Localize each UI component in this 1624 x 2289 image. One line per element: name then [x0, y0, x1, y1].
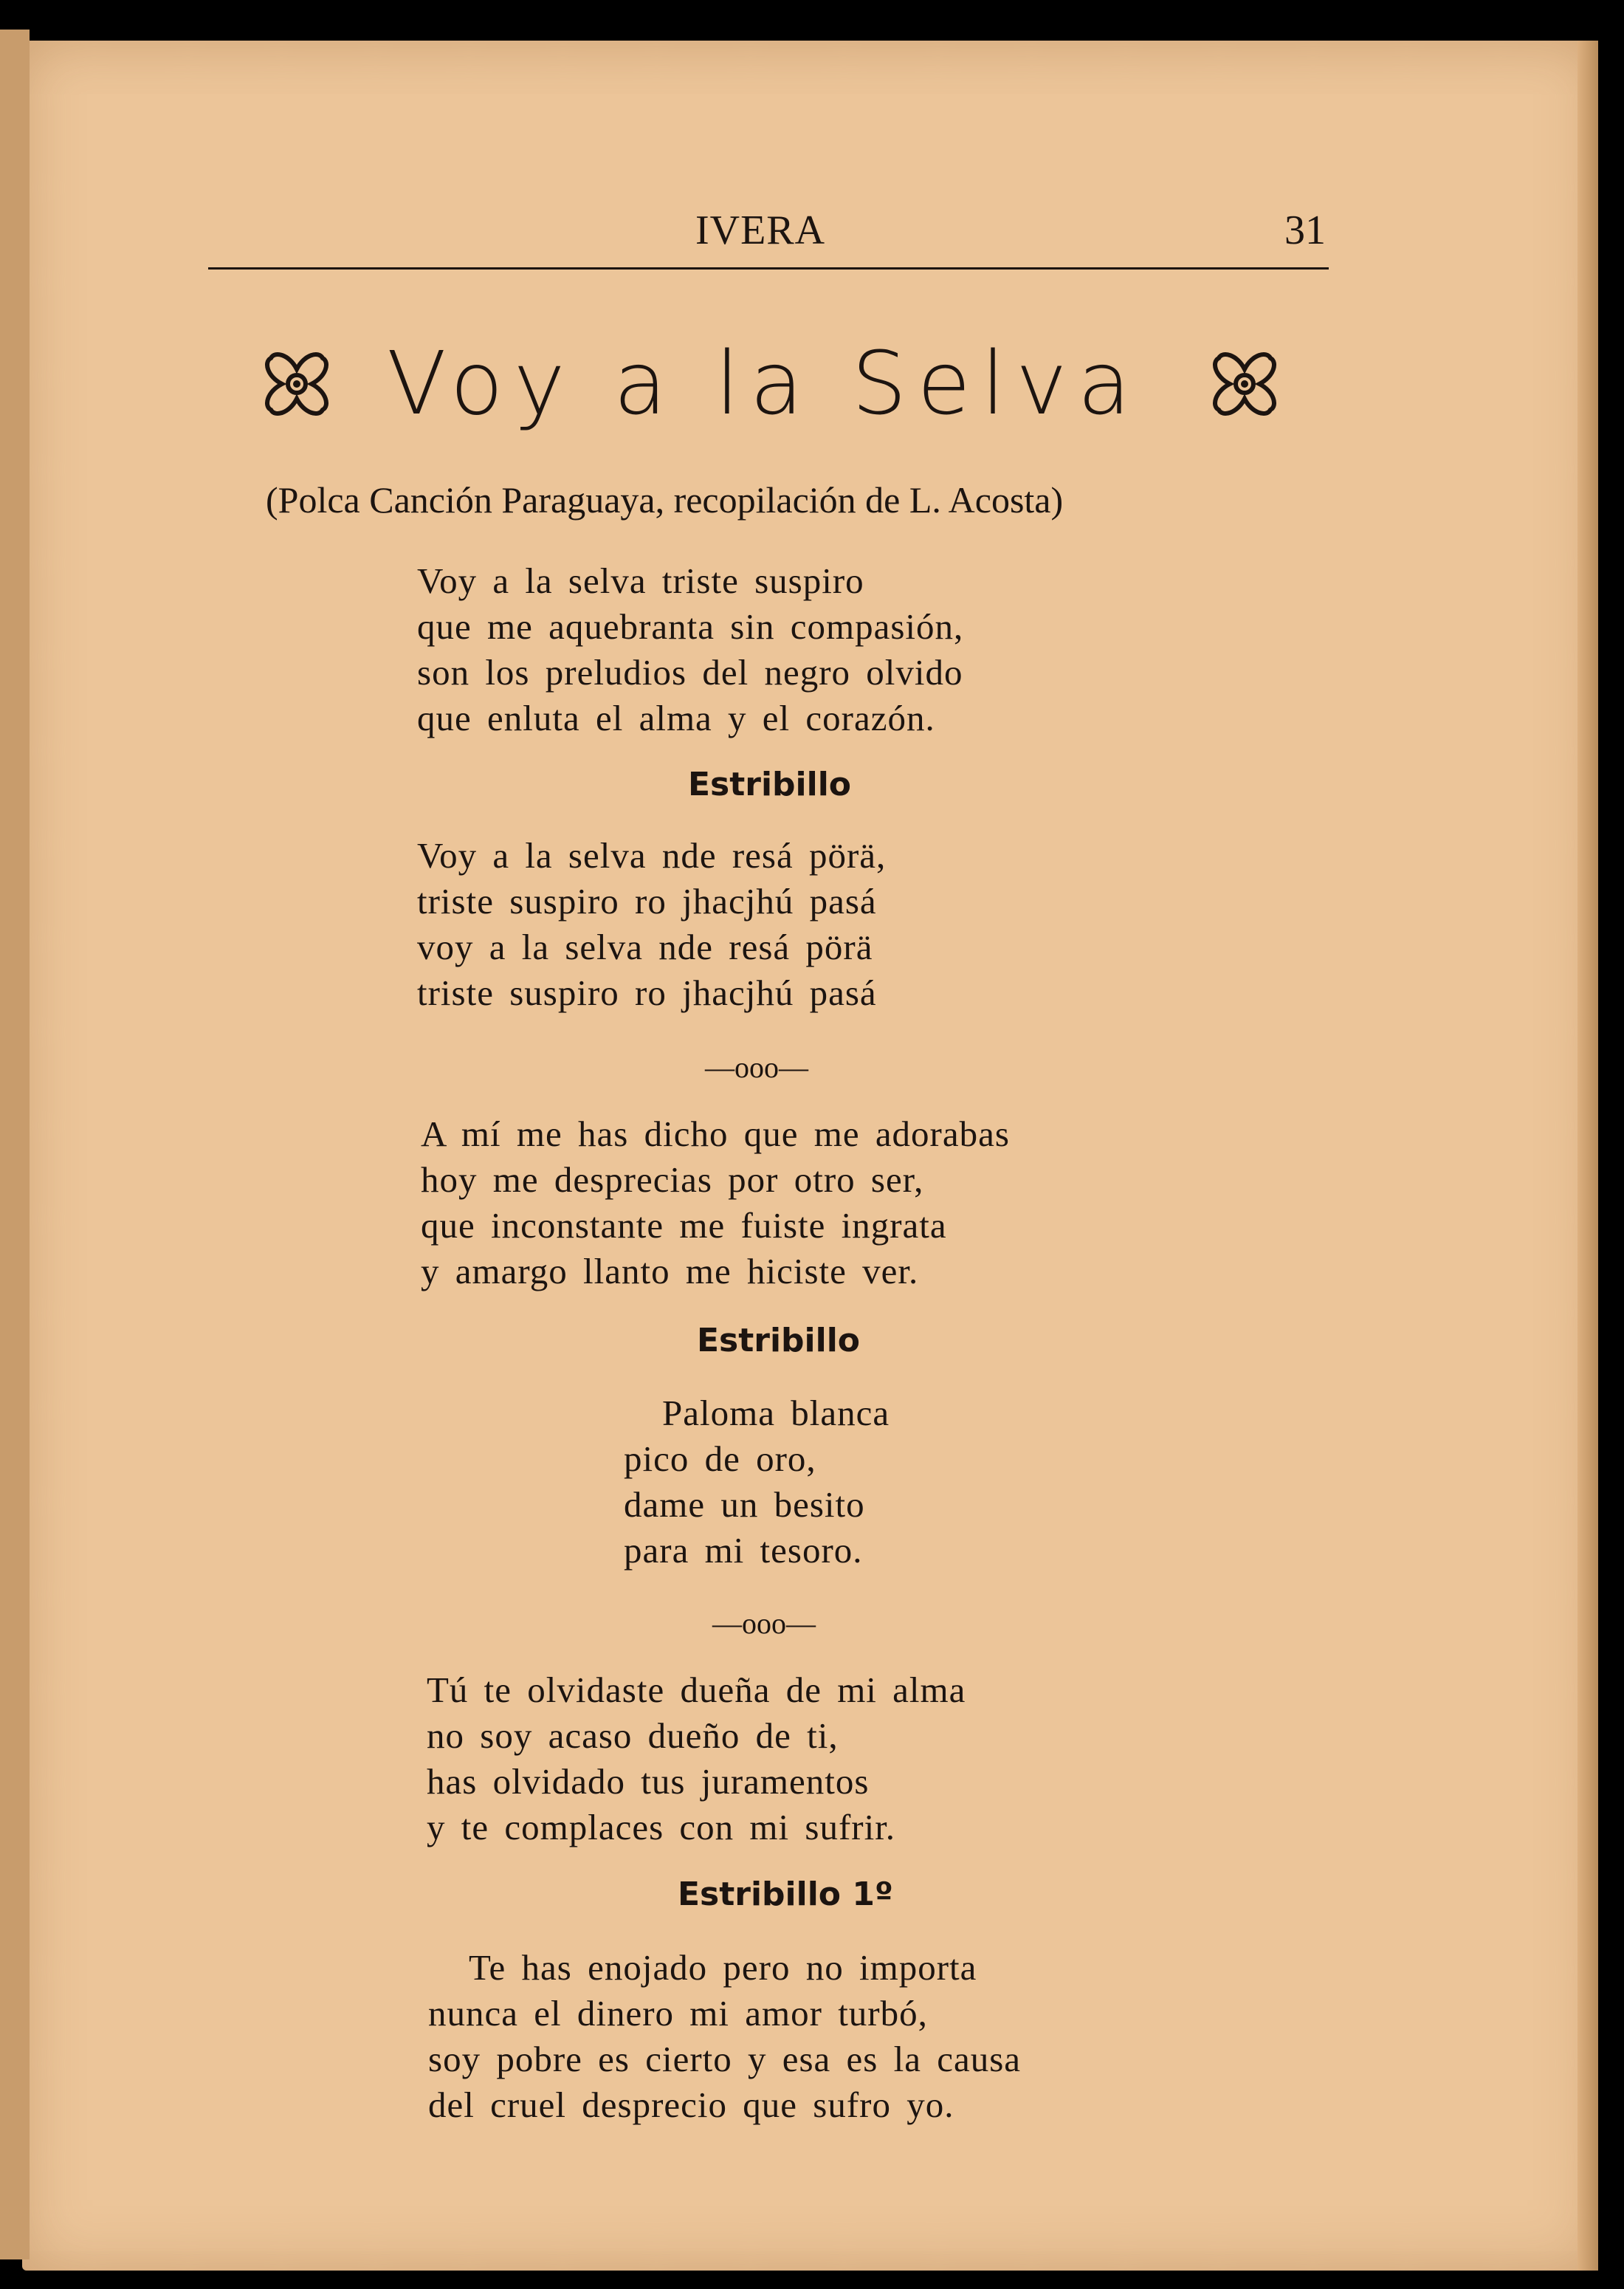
- quatrefoil-ornament-icon: [260, 347, 334, 421]
- verse-line: del cruel desprecio que sufro yo.: [428, 2084, 954, 2125]
- verse-line: Paloma blanca: [662, 1393, 890, 1433]
- stanza-3: [421, 1111, 1010, 1294]
- verse-line: que me aquebranta sin compasión,: [417, 606, 964, 647]
- verse-line: y te complaces con mi sufrir.: [427, 1807, 896, 1847]
- verse-line: que inconstante me fuiste ingrata: [421, 1205, 947, 1246]
- song-title: Voy a la Selva: [387, 332, 1141, 434]
- running-head: IVERA: [695, 207, 826, 253]
- stanza-2: [417, 833, 886, 1016]
- verse-line: no soy acaso dueño de ti,: [427, 1715, 839, 1756]
- facing-page-edge: [0, 30, 30, 2259]
- stanza-5: [427, 1667, 966, 1850]
- song-subtitle: (Polca Canción Paraguaya, recopilación de L. Acosta): [266, 479, 1064, 521]
- verse-line: Tú te olvidaste dueña de mi alma: [427, 1669, 966, 1710]
- verse-line: triste suspiro ro jhacjhú pasá: [417, 881, 877, 922]
- verse-line: dame un besito: [624, 1484, 865, 1525]
- header-rule: [208, 267, 1329, 270]
- page-edge: [1577, 41, 1598, 2271]
- refrain-heading: Estribillo 1º: [678, 1876, 893, 1913]
- verse-line: triste suspiro ro jhacjhú pasá: [417, 972, 877, 1013]
- page-number: 31: [1284, 207, 1326, 253]
- refrain-heading: Estribillo: [697, 1322, 861, 1359]
- verse-line: hoy me desprecias por otro ser,: [421, 1159, 924, 1200]
- verse-line: Voy a la selva triste suspiro: [417, 560, 864, 601]
- verse-line: que enluta el alma y el corazón.: [417, 698, 935, 738]
- verse-line: Te has enojado pero no importa: [469, 1947, 977, 1988]
- quatrefoil-ornament-icon: [1208, 347, 1281, 421]
- verse-line: voy a la selva nde resá pörä: [417, 927, 873, 967]
- verse-line: Voy a la selva nde resá pörä,: [417, 835, 887, 876]
- verse-line: pico de oro,: [624, 1438, 816, 1479]
- verse-line: nunca el dinero mi amor turbó,: [428, 1993, 928, 2034]
- verse-line: son los preludios del negro olvido: [417, 652, 963, 693]
- verse-line: soy pobre es cierto y esa es la causa: [428, 2039, 1022, 2079]
- verse-line: y amargo llanto me hiciste ver.: [421, 1251, 919, 1291]
- verse-line: para mi tesoro.: [624, 1530, 863, 1571]
- section-separator: —ooo—: [705, 1051, 808, 1084]
- stanza-6: [428, 1945, 1021, 2128]
- verse-line: A mí me has dicho que me adorabas: [421, 1113, 1010, 1154]
- verse-line: has olvidado tus juramentos: [427, 1761, 870, 1802]
- stanza-4: [624, 1390, 890, 1574]
- stanza-1: [417, 558, 963, 741]
- refrain-heading: Estribillo: [688, 766, 852, 803]
- section-separator: —ooo—: [712, 1607, 816, 1640]
